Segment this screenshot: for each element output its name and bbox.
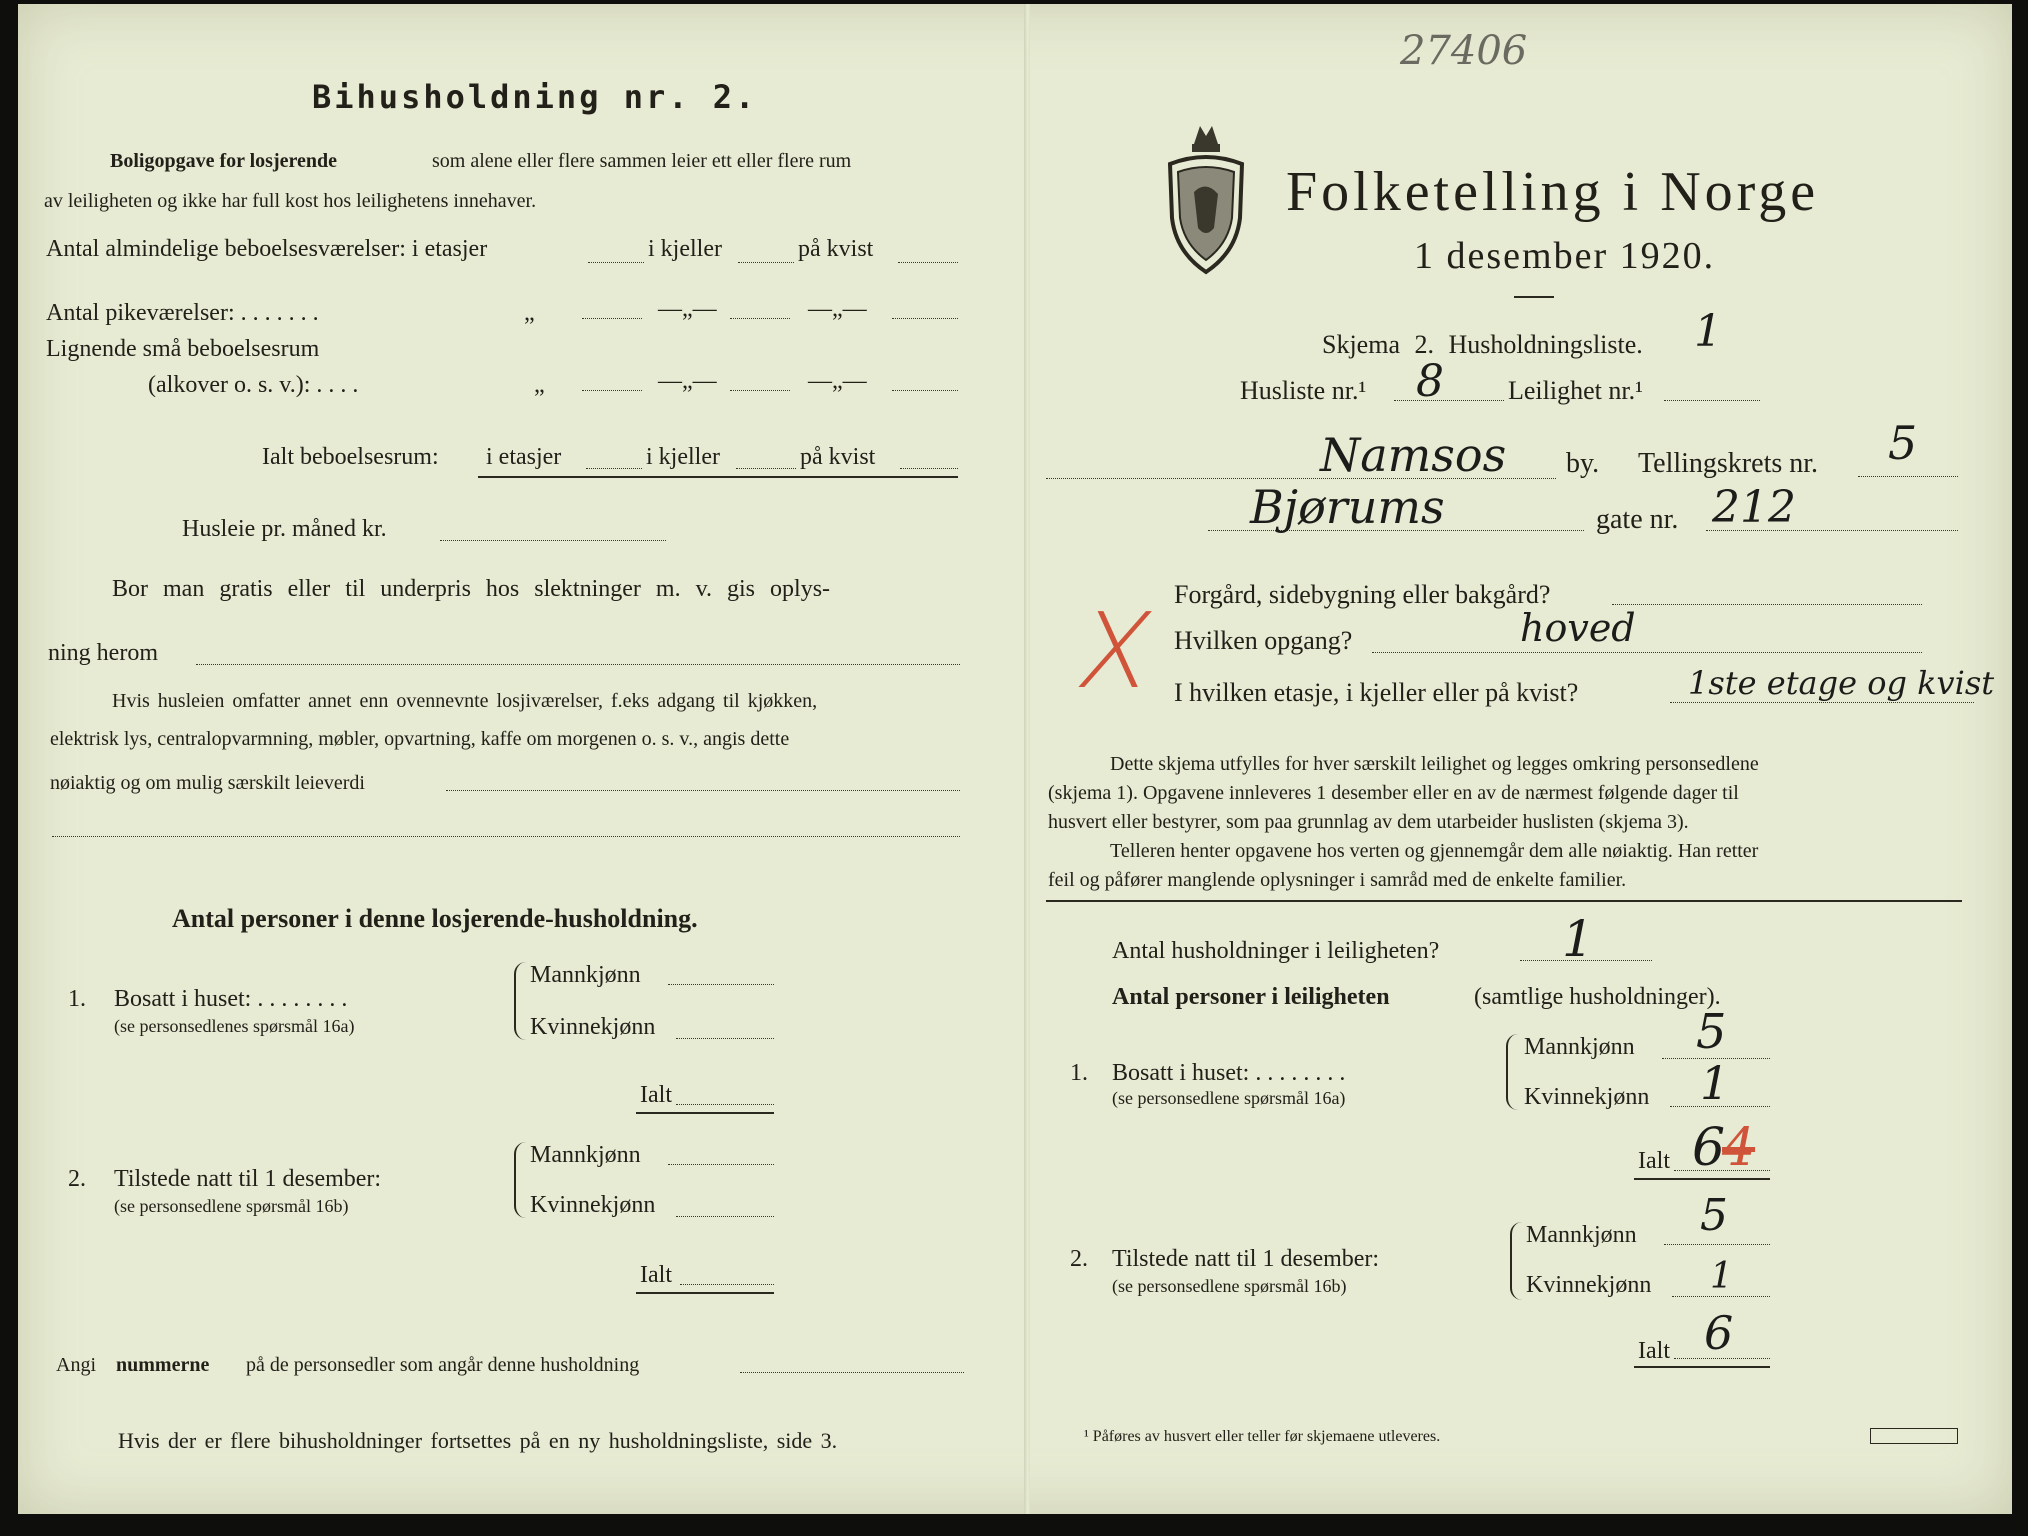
info-line5: feil og påfører manglende oplysninger i samråd med de enkelte familier. <box>1048 869 1627 891</box>
ialt-kjeller-line <box>736 468 796 469</box>
pike-ditto-3: —„— <box>808 296 867 322</box>
right-date: 1 desember 1920. <box>1414 235 1716 277</box>
ialt-kjeller-label: i kjeller <box>646 444 720 470</box>
info-line2: (skjema 1). Opgavene innleveres 1 desember eller en av de nærmest følgende dager til <box>1048 782 1739 804</box>
right-q2-sub: (se personsedlene spørsmål 16b) <box>1112 1276 1347 1296</box>
left-q1-mann-line <box>668 984 774 985</box>
left-q1-ialt-underline <box>636 1112 774 1114</box>
etasje-label: I hvilken etasje, i kjeller eller på kvist? <box>1174 678 1579 707</box>
krets-line <box>1858 476 1958 477</box>
left-q2-num: 2. <box>68 1166 86 1192</box>
pike-label: Antal pikeværelser: . . . . . . . <box>46 300 319 326</box>
ialt-underline <box>478 476 958 478</box>
left-q2-ialt-underline <box>636 1292 774 1294</box>
intro-rest: som alene eller flere sammen leier ett eller flere rum <box>432 150 852 172</box>
angi-line <box>740 1372 964 1373</box>
right-q1-ialt-struck: 4 <box>1722 1118 1756 1178</box>
hvis-line1: Hvis husleien omfatter annet enn ovennevnte losjiværelser, f.eks adgang til kjøkken, <box>112 690 818 712</box>
right-q1-label: Bosatt i huset: . . . . . . . . <box>1112 1060 1346 1086</box>
husleie-label: Husleie pr. måned kr. <box>182 516 387 542</box>
right-title: Folketelling i Norge <box>1286 161 1820 223</box>
rooms-kjeller-label: i kjeller <box>648 236 722 262</box>
info-line1: Dette skjema utfylles for hver særskilt leilighet og legges omkring personsedlene <box>1110 753 1759 775</box>
opgang-line <box>1372 652 1922 653</box>
ialt-etasjer-label: i etasjer <box>486 444 562 470</box>
left-q2-brace <box>514 1142 526 1218</box>
ialt-etasjer-line <box>586 468 642 469</box>
husleie-line <box>440 540 666 541</box>
right-q2-mann-label: Mannkjønn <box>1526 1222 1637 1248</box>
right-q2-mann-value: 5 <box>1700 1190 1728 1241</box>
left-q1-kvinne-line <box>676 1038 774 1039</box>
right-q2-label: Tilstede natt til 1 desember: <box>1112 1246 1380 1272</box>
lignende-label-1: Lignende små beboelsesrum <box>46 336 320 362</box>
lignende-line-1 <box>582 390 642 391</box>
left-q1-ialt-label: Ialt <box>640 1082 672 1108</box>
right-q2-kvinne-value: 1 <box>1710 1256 1733 1297</box>
hvis-line3: nøiaktig og om mulig særskilt leieverdi <box>50 772 365 794</box>
right-q1-ialt-label: Ialt <box>1638 1148 1670 1174</box>
right-q1-brace <box>1506 1034 1518 1110</box>
rooms-kvist-line <box>898 262 958 263</box>
right-q1-sub: (se personsedlene spørsmål 16a) <box>1112 1088 1346 1108</box>
hvis-line-extra <box>52 836 960 837</box>
krets-value: 5 <box>1888 416 1918 470</box>
right-q1-ialt-underline <box>1634 1178 1770 1180</box>
right-q1-num: 1. <box>1070 1060 1088 1086</box>
left-q2-ialt-label: Ialt <box>640 1262 672 1288</box>
forgard-label: Forgård, sidebygning eller bakgård? <box>1174 580 1551 609</box>
hvis-line <box>446 790 960 791</box>
gate-value: Bjørums <box>1250 480 1445 534</box>
right-q2-ialt-label: Ialt <box>1638 1338 1670 1364</box>
ialt-kvist-line <box>900 468 958 469</box>
right-antal-bold: Antal personer i leiligheten <box>1112 984 1390 1010</box>
lignende-ditto-2: —„— <box>658 368 717 394</box>
krets-label: Tellingskrets nr. <box>1638 448 1819 479</box>
right-q1-ialt-value: 6 <box>1692 1118 1726 1178</box>
lignende-label-2: (alkover o. s. v.): . . . . <box>148 372 359 398</box>
pike-line-3 <box>892 318 958 319</box>
lignende-ditto-1: „ <box>534 372 545 398</box>
leilighet-line <box>1664 400 1760 401</box>
husliste-line <box>1394 400 1504 401</box>
lignende-ditto-3: —„— <box>808 368 867 394</box>
husliste-label: Husliste nr.¹ <box>1240 376 1367 405</box>
angi-bold: nummerne <box>116 1354 210 1376</box>
right-q2-ialt-underline <box>1634 1366 1770 1368</box>
left-q2-mann-line <box>668 1164 774 1165</box>
left-q2-label: Tilstede natt til 1 desember: <box>114 1166 382 1192</box>
leilighet-label: Leilighet nr.¹ <box>1508 376 1643 405</box>
left-q1-mann-label: Mannkjønn <box>530 962 641 988</box>
angi-pre: Angi <box>56 1354 96 1376</box>
left-q1-kvinne-label: Kvinnekjønn <box>530 1014 656 1040</box>
etasje-value: 1ste etage og kvist <box>1688 664 1995 702</box>
left-q1-num: 1. <box>68 986 86 1012</box>
hush-label: Antal husholdninger i leiligheten? <box>1112 938 1440 964</box>
husliste-value: 8 <box>1416 356 1444 407</box>
pike-ditto-1: „ <box>524 300 535 326</box>
footnote: ¹ Påføres av husvert eller teller før skjemaene utleveres. <box>1084 1428 1441 1445</box>
angi-rest: på de personsedler som angår denne husholdning <box>246 1354 640 1376</box>
page-fold <box>1024 4 1030 1514</box>
coat-of-arms-emblem <box>1164 120 1248 281</box>
pike-line-2 <box>730 318 790 319</box>
hvis-line2: elektrisk lys, centralopvarmning, møbler, opvartning, kaffe om morgenen o. s. v., angis dette <box>50 728 790 750</box>
etasje-line <box>1670 702 1974 703</box>
info-line3: husvert eller bestyrer, som paa grunnlag av dem utarbeider huslisten (skjema 3). <box>1048 811 1689 833</box>
left-q2-ialt-line <box>680 1284 774 1285</box>
left-q2-mann-label: Mannkjønn <box>530 1142 641 1168</box>
by-label: by. <box>1566 448 1600 479</box>
forgard-line <box>1612 604 1922 605</box>
printer-stamp <box>1870 1428 1958 1444</box>
right-q1-kvinne-value: 1 <box>1700 1056 1730 1110</box>
right-q1-mann-value: 5 <box>1696 1004 1727 1060</box>
left-q2-kvinne-label: Kvinnekjønn <box>530 1192 656 1218</box>
right-q2-brace <box>1510 1222 1522 1300</box>
right-q2-num: 2. <box>1070 1246 1088 1272</box>
intro-bold: Boligopgave for losjerende <box>110 150 338 172</box>
right-q2-ialt-value: 6 <box>1704 1306 1734 1360</box>
rooms-label: Antal almindelige beboelsesværelser: i etasjer <box>46 236 488 262</box>
left-q2-kvinne-line <box>676 1216 774 1217</box>
left-q2-sub: (se personsedlene spørsmål 16b) <box>114 1196 349 1216</box>
left-q1-ialt-line <box>676 1104 774 1105</box>
left-footer: Hvis der er flere bihusholdninger fortsettes på en ny husholdningsliste, side 3. <box>118 1428 838 1453</box>
rooms-kvist-label: på kvist <box>798 236 874 262</box>
gate-label: gate nr. <box>1596 504 1679 535</box>
ialt-beboelses-label: Ialt beboelsesrum: <box>262 444 439 470</box>
skjema-label: Skjema 2. Husholdningsliste. <box>1322 330 1643 359</box>
left-title: Bihusholdning nr. 2. <box>312 78 758 116</box>
lignende-line-2 <box>730 390 790 391</box>
opgang-value: hoved <box>1520 606 1636 650</box>
left-q1-brace <box>514 962 526 1040</box>
pike-ditto-2: —„— <box>658 296 717 322</box>
right-q1-kvinne-label: Kvinnekjønn <box>1524 1084 1650 1110</box>
hush-value: 1 <box>1562 910 1594 968</box>
red-x-mark: X <box>1067 590 1165 712</box>
date-rule <box>1514 296 1554 298</box>
skjema-mark: 1 <box>1694 306 1722 357</box>
left-q1-sub: (se personsedlenes spørsmål 16a) <box>114 1016 355 1036</box>
archive-note: 27406 <box>1400 28 1528 74</box>
gate-nr-value: 212 <box>1712 482 1796 533</box>
pike-line-1 <box>582 318 642 319</box>
info-line4: Telleren henter opgavene hos verten og gjennemgår dem alle nøiaktig. Han retter <box>1110 840 1759 862</box>
opgang-label: Hvilken opgang? <box>1174 626 1353 655</box>
right-antal-rest: (samtlige husholdninger). <box>1474 984 1721 1010</box>
info-rule <box>1046 900 1962 902</box>
bor-line1: Bor man gratis eller til underpris hos slektninger m. v. gis oplys- <box>112 576 831 602</box>
bor-line2: ning herom <box>48 640 158 666</box>
intro-line2: av leiligheten og ikke har full kost hos leilighetens innehaver. <box>44 190 537 212</box>
right-q2-mann-line <box>1664 1244 1770 1245</box>
by-value: Namsos <box>1320 428 1507 482</box>
left-antal-heading: Antal personer i denne losjerende-husholdning. <box>172 904 698 933</box>
bor-line <box>196 664 960 665</box>
rooms-etasjer-line <box>588 262 644 263</box>
lignende-line-3 <box>892 390 958 391</box>
ialt-kvist-label: på kvist <box>800 444 876 470</box>
right-q2-kvinne-label: Kvinnekjønn <box>1526 1272 1652 1298</box>
rooms-kjeller-line <box>738 262 794 263</box>
left-q1-label: Bosatt i huset: . . . . . . . . <box>114 986 348 1012</box>
right-q1-mann-label: Mannkjønn <box>1524 1034 1635 1060</box>
info-paragraph <box>1048 750 1964 895</box>
